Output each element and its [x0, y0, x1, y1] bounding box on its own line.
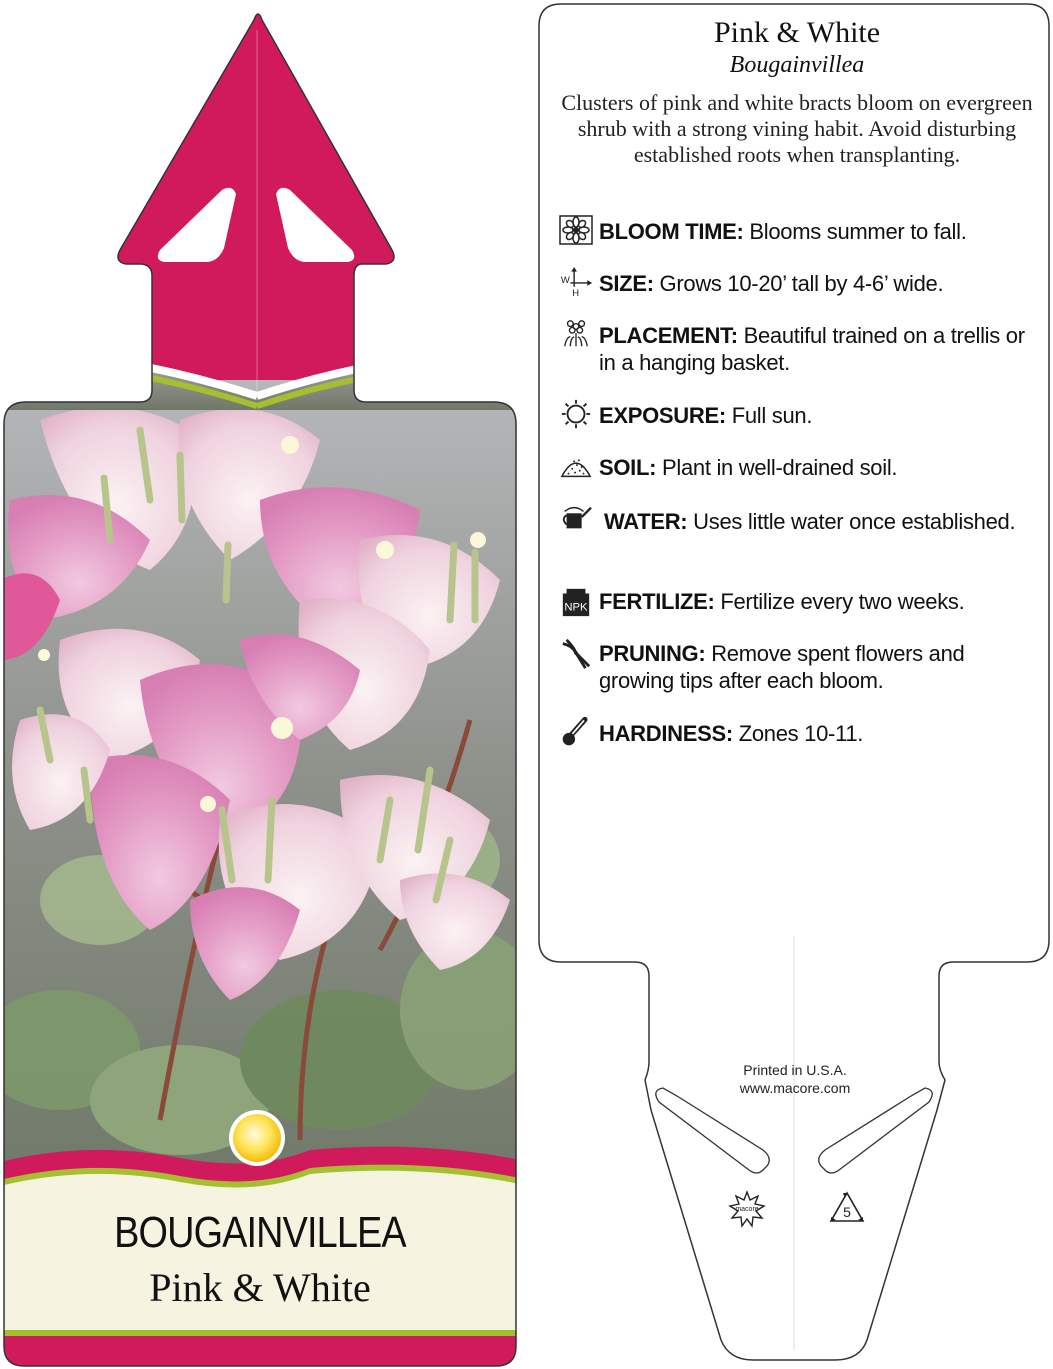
pruning-shears-icon: [558, 638, 594, 670]
info-hardiness: [599, 720, 1039, 747]
info-size: [599, 270, 1039, 297]
bloom-icon: [558, 214, 594, 246]
back-description: Clusters of pink and white bracts bloom on evergreen shrub with a strong vining habit. Avoid disturbing established roots when transplanting.: [561, 90, 1033, 167]
size-icon: [558, 266, 594, 298]
recycle-number: 5: [843, 1204, 851, 1220]
thermometer-icon: [558, 716, 594, 748]
info-pruning-text: Remove spent flowers and growing tips after each bloom.: [599, 641, 965, 693]
macore-logo-icon: [728, 1190, 766, 1228]
watering-can-icon: [558, 502, 594, 534]
info-water: [604, 508, 1044, 535]
info-water-text: Uses little water once established.: [693, 509, 1016, 534]
npk-label: NPK: [564, 601, 588, 614]
front-subtitle: Pink & White: [149, 1265, 371, 1310]
info-exposure: [599, 402, 1039, 429]
back-botanical: Bougainvillea: [729, 52, 865, 78]
info-soil-label: SOIL:: [599, 455, 657, 480]
npk-icon: [558, 586, 594, 618]
full-sun-icon: [229, 1110, 285, 1166]
soil-icon: [558, 450, 594, 482]
macore-logo-text: macore: [735, 1206, 759, 1213]
front-title: BOUGAINVILLEA: [114, 1208, 406, 1257]
info-fertilize: [599, 588, 1039, 615]
info-pruning-label: PRUNING:: [599, 641, 706, 666]
website-text: www.macore.com: [739, 1080, 851, 1096]
info-exposure-label: EXPOSURE:: [599, 403, 726, 428]
info-pruning: [599, 640, 1039, 694]
placement-icon: [558, 318, 594, 350]
info-hardiness-label: HARDINESS:: [599, 721, 733, 746]
info-water-label: WATER:: [604, 509, 688, 534]
size-icon-w-label: W: [560, 273, 570, 285]
info-bloom: [599, 218, 1039, 245]
info-size-text: Grows 10-20’ tall by 4-6’ wide.: [659, 271, 944, 296]
info-placement-label: PLACEMENT:: [599, 323, 738, 348]
info-placement-text: Beautiful trained on a trellis or in a hanging basket.: [599, 323, 1025, 375]
info-soil-text: Plant in well-drained soil.: [661, 455, 898, 480]
info-placement: [599, 322, 1039, 376]
front-tag: [0, 0, 520, 1369]
info-exposure-text: Full sun.: [731, 403, 813, 428]
size-icon-h-label: H: [572, 287, 580, 298]
info-size-label: SIZE:: [599, 271, 654, 296]
info-fertilize-label: FERTILIZE:: [599, 589, 715, 614]
recycle-icon: [828, 1190, 866, 1226]
printed-in-text: Printed in U.S.A.: [743, 1062, 847, 1078]
info-bloom-text: Blooms summer to fall.: [749, 219, 967, 244]
info-soil: [599, 454, 1039, 481]
info-bloom-label: BLOOM TIME:: [599, 219, 744, 244]
sun-icon: [558, 398, 594, 430]
back-title: Pink & White: [713, 16, 881, 49]
info-fertilize-text: Fertilize every two weeks.: [720, 589, 965, 614]
info-hardiness-text: Zones 10-11.: [738, 721, 864, 746]
